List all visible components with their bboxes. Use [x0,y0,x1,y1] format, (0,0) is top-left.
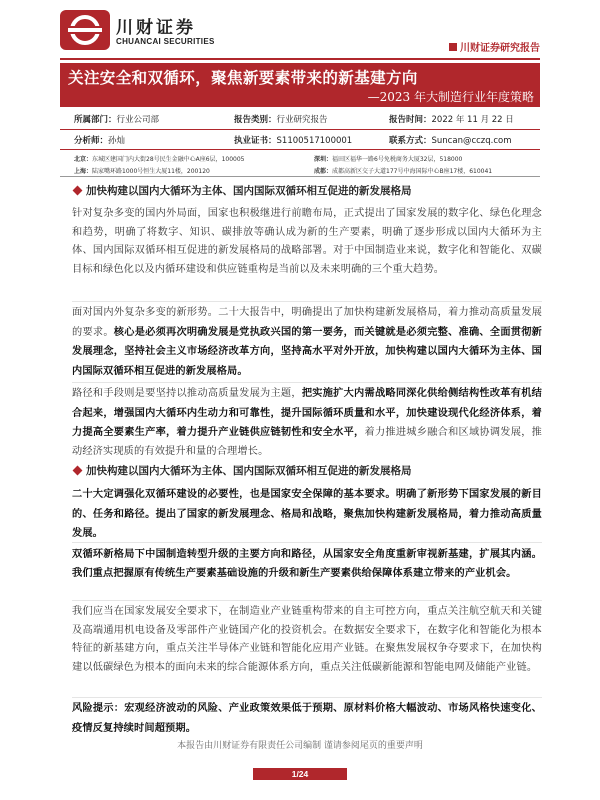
header-divider [60,58,540,60]
type-field: 报告类别：行业研究报告 [234,115,328,125]
contact-field: 联系方式：Suncan@cczq.com [389,136,512,146]
cert-field: 执业证书：S1100517100001 [234,136,353,146]
address-chengdu: 成都：成都高新区交子大道177号中海国际中心B座17楼，610041 [314,168,493,175]
square-icon [449,43,457,51]
paragraph-divider [72,382,542,383]
section-heading-text: 加快构建以国内大循环为主体、国内国际双循环相互促进的新发展格局 [86,185,412,197]
paragraph-new-pattern: 面对国内外复杂多变的新形势。二十大报告中，明确提出了加快构建新发展格局，着力推动高质量发展的要求。核心是必须再次明确发展是党执政兴国的第一要务，而关键就是必须完整、准确、全面贯彻新发展理念，坚持社会主义市场经济改革方向，坚持高水平对外开放，加快构建以国内大循环为主体、国内国际双循环相互促进的新发展格局。 [72,307,542,377]
address-shenzhen: 深圳：福田区福华一路6号免税商务大厦32层，518000 [314,156,463,163]
analyst-field: 分析师：孙灿 [74,136,126,146]
info-divider [60,129,540,130]
paragraph-investment: 我们应当在国家发展安全要求下，在制造业产业链重构带来的自主可控方向，重点关注航空航天和关键及高端通用机电设备及零部件产业链国产化的投资机会。在数据安全要求下，在数字化和智能化为根本特征的新基建方向，重点关注半导体产业链和智能化应用产业链。在聚焦发展权争夺要求下，在加快构建以低碳绿色为根本的面向未来的综合能源体系方向，重点关注低碳新能源和智能电网及储能产业链。 [72,606,542,673]
paragraph-divider [72,301,542,302]
dept-field: 所属部门：行业公司部 [74,115,160,125]
paragraph-divider [72,600,542,601]
paragraph-security: 二十大定调强化双循环建设的必要性，也是国家安全保障的基本要求。明确了新形势下国家发展的新目的、任务和路径。提出了国家的新发展理念、格局和战略，聚焦加快构建新发展格局，着力推动高质量发展。 [72,488,542,539]
report-tag-label: 川财证券研究报告 [460,43,540,54]
section-heading [74,463,412,478]
paragraph-direction: 双循环新格局下中国制造转型升级的主要方向和路径，从国家安全角度重新审视新基建，扩展其内涵。我们重点把握原有传统生产要素基础设施的升级和新生产要素供给保障体系建立带来的产业机会。 [72,548,542,579]
paragraph-path: 路径和手段则是要坚持以推动高质量发展为主题，把实施扩大内需战略同深化供给侧结构性改革有机结合起来，增强国内大循环内生动力和可靠性，提升国际循环质量和水平，加快建设现代化经济体系，着力提高全要素生产率，着力提升产业链供应链韧性和安全水平，着力推进城乡融合和区域协调发展，推动经济实现质的有效提升和量的合理增长。 [72,387,542,457]
address-shanghai: 上海：陆家嘴环路1000号恒生大厦11楼，200120 [74,168,210,175]
report-title: 关注安全和双循环，聚焦新要素带来的新基建方向 [68,69,418,87]
page-number: 1/24 [253,768,347,780]
contact-email[interactable]: Suncan@cczq.com [431,136,512,146]
paragraph-trends: 针对复杂多变的国内外局面，国家也积极继进行前瞻布局，正式提出了国家发展的数字化、绿色化理念和趋势，明确了将数字、知识、碳排放等确认成为新的生产要素，明确了逐步形成以国内大循环为主体、国内国际双循环相互促进的新发展格局的战略部署。对于中国制造业来说，数字化和智能化、双碳目标和绿色化以及内循环建设和供应链重构是当前以及未来明确的三个重大趋势。 [72,208,542,275]
info-divider [60,149,540,150]
title-banner [60,63,540,107]
date-field: 报告时间：2022 年 11 月 22 日 [389,115,514,125]
paragraph-divider [72,697,542,698]
diamond-bullet-icon [73,186,83,196]
diamond-bullet-icon [73,466,83,476]
company-name-en: CHUANCAI SECURITIES [116,37,215,46]
section-heading [74,183,412,198]
address-beijing: 北京：东城区建国门内大街28号民生金融中心A座6层，100005 [74,156,245,163]
paragraph-divider [72,542,542,543]
address-divider [60,176,540,177]
report-subtitle: —2023 年大制造行业年度策略 [367,90,534,104]
company-logo [60,10,110,50]
company-name-cn: 川财证券 [116,18,196,38]
risk-warning: 风险提示：宏观经济波动的风险、产业政策效果低于预期、原材料价格大幅波动、市场风格快速变化、疫情反复持续时间超预期。 [72,702,542,734]
section-heading-text: 加快构建以国内大循环为主体、国内国际双循环相互促进的新发展格局 [86,465,412,477]
report-type-tag [449,39,540,54]
footer-disclaimer: 本报告由川财证券有限责任公司编制 谨请参阅尾页的重要声明 [177,741,423,751]
